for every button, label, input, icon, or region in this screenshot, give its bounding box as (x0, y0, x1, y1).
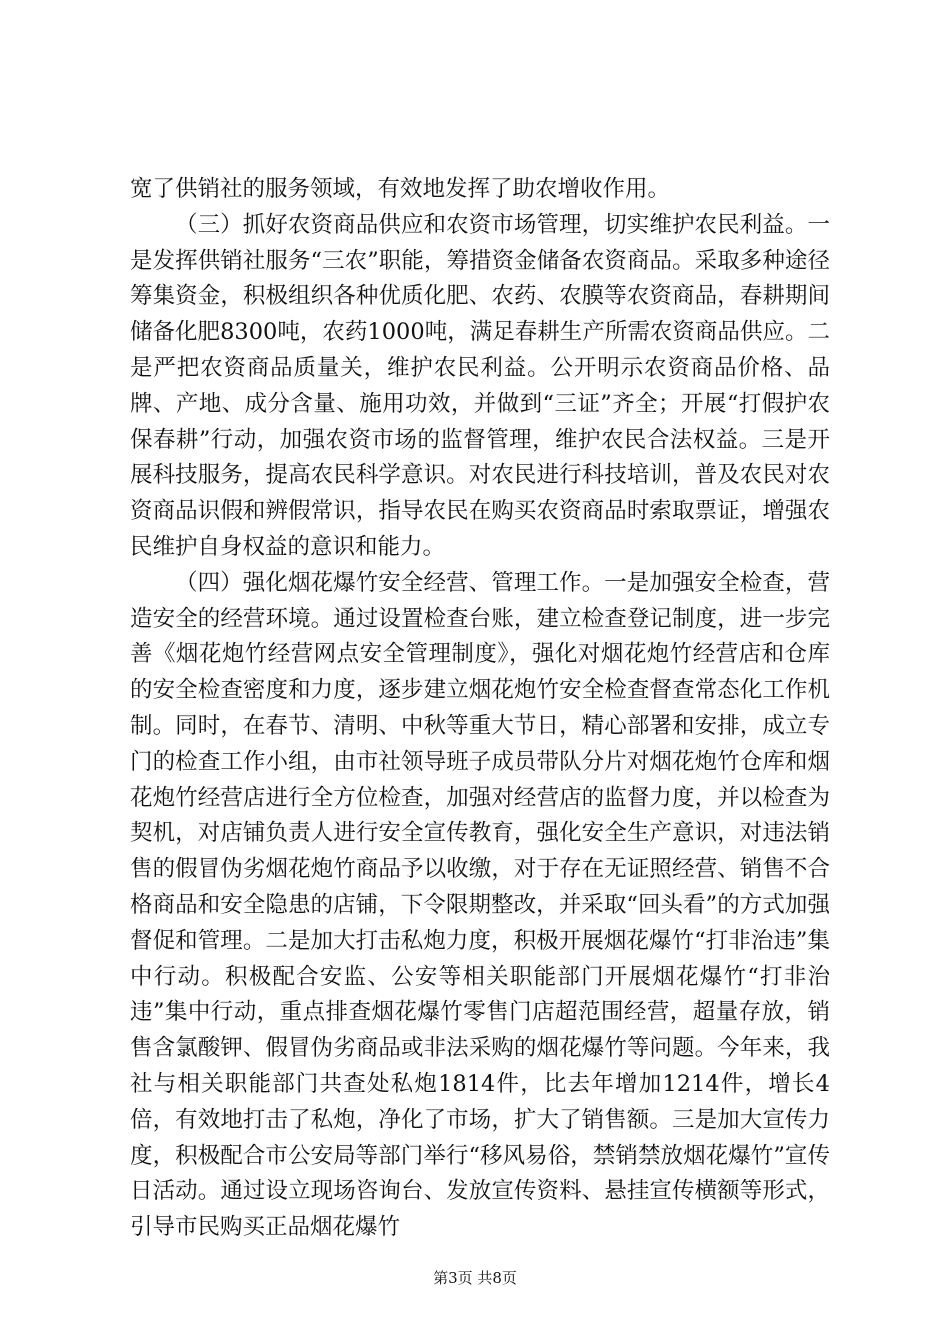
paragraph-continuation: 宽了供销社的服务领域，有效地发挥了助农增收作用。 (130, 176, 671, 202)
paragraph-section-four: （四）强化烟花爆竹安全经营、管理工作。一是加强安全检查，营造安全的经营环境。通过设置检查台账，建立检查登记制度，进一步完善《烟花炮竹经营网点安全管理制度》，强化对烟花炮竹经营店和仓库的安全检查密度和力度，逐步建立烟花炮竹安全检查督查常态化工作机制。同时，在春节、清明、中秋等重大节日，精心部署和安排，成立专门的检查工作小组，由市社领导班子成员带队分片对烟花炮竹仓库和烟花炮竹经营店进行全方位检查，加强对经营店的监督力度，并以检查为契机，对店铺负责人进行安全宣传教育，强化安全生产意识，对违法销售的假冒伪劣烟花炮竹商品予以收缴，对于存在无证照经营、销售不合格商品和安全隐患的店铺，下令限期整改，并采取“回头看”的方式加强督促和管理。二是加大打击私炮力度，积极开展烟花爆竹“打非治违”集中行动。积极配合安监、公安等相关职能部门开展烟花爆竹“打非治违”集中行动，重点排查烟花爆竹零售门店超范围经营，超量存放，销售含氯酸钾、假冒伪劣商品或非法采购的烟花爆竹等问题。今年来，我社与相关职能部门共查处私炮1814件，比去年增加1214件，增长4倍，有效地打击了私炮，净化了市场，扩大了销售额。三是加大宣传力度，积极配合市公安局等部门举行“移风易俗，禁销禁放烟花爆竹”宣传日活动。通过设立现场咨询台、发放宣传资料、悬挂宣传横额等形式，引导市民购买正品烟花爆竹 (130, 569, 830, 1241)
paragraph-section-three: （三）抓好农资商品供应和农资市场管理，切实维护农民利益。一是发挥供销社服务“三农”职能，筹措资金储备农资商品。采取多种途径筹集资金，积极组织各种优质化肥、农药、农膜等农资商品，春耕期间储备化肥8300吨，农药1000吨，满足春耕生产所需农资商品供应。二是严把农资商品质量关，维护农民利益。公开明示农资商品价格、品牌、产地、成分含量、施用功效，并做到“三证”齐全；开展“打假护农保春耕”行动，加强农资市场的监督管理，维护农民合法权益。三是开展科技服务，提高农民科学意识。对农民进行科技培训，普及农民对农资商品识假和辨假常识，指导农民在购买农资商品时索取票证，增强农民维护自身权益的意识和能力。 (130, 211, 830, 560)
document-body (130, 172, 830, 1246)
page-number-footer: 第3页 共8页 (433, 1269, 517, 1287)
